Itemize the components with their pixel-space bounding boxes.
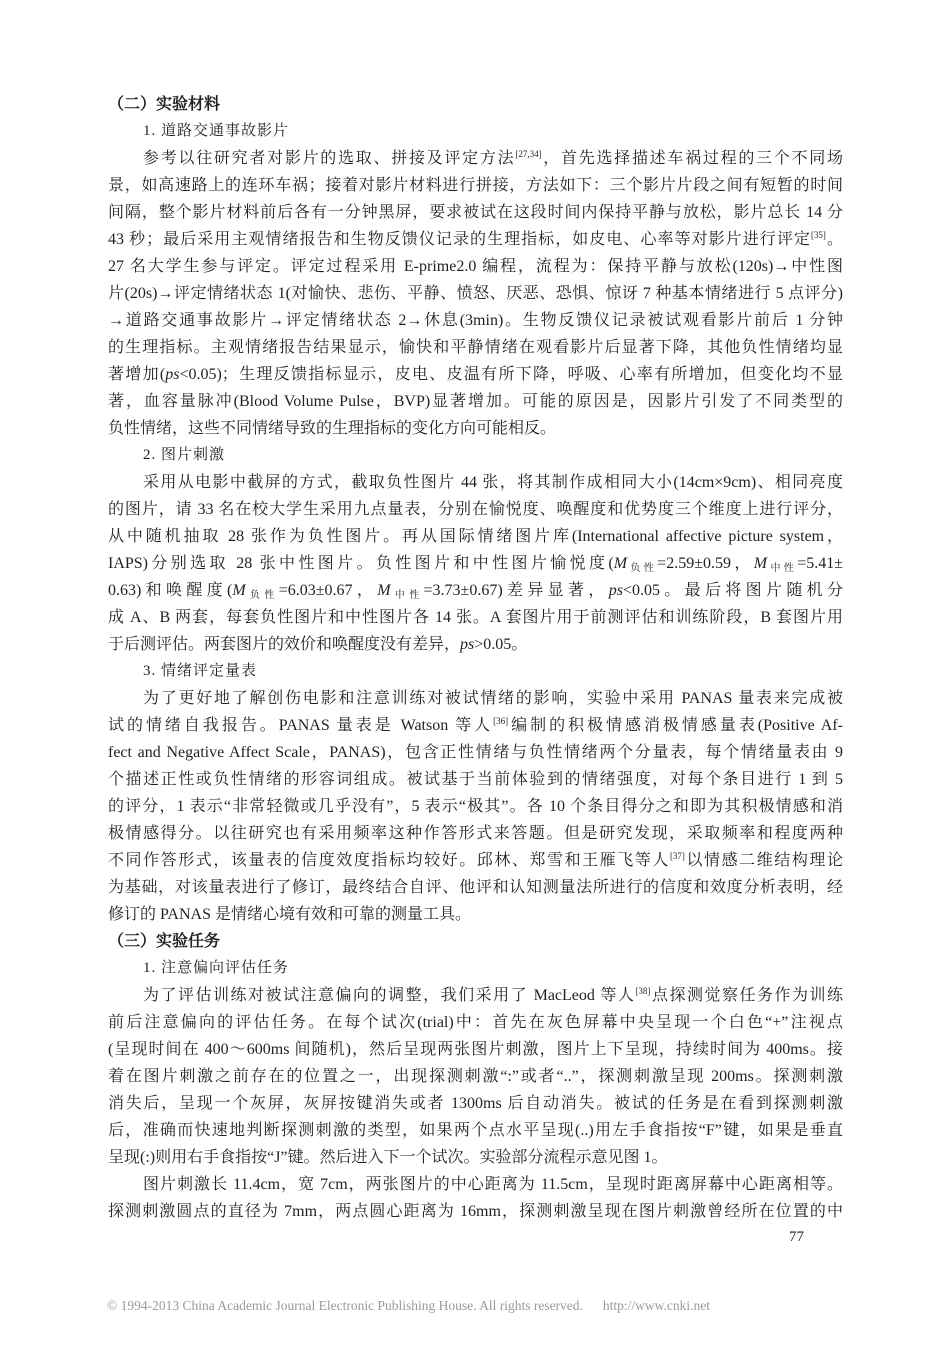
subsection-title: 2. 图片刺激 [143,447,226,463]
paragraph-line [108,1198,843,1225]
text-run: 的图片，请 33 名在校大学生采用九点量表，分别在愉悦度、唤醒度和优势度三个维度上进行评分， [108,501,843,518]
text-run: =6.03±0.67， [278,582,378,599]
paragraph-line [108,739,843,766]
text-run: <0.05)；生理反馈指标显示，皮电、皮温有所下降，呼吸、心率有所增加，但变化均不显 [179,366,843,383]
paragraph [108,145,843,442]
subscript-text: 中性 [390,590,424,601]
text-run: 0.63)和唤醒度( [108,582,233,599]
paragraph-line [108,1063,843,1090]
paragraph-line [108,631,843,658]
paragraph-line [108,199,843,226]
text-run: <0.05。最后将图片随机分 [622,582,843,599]
text-run: >0.05。 [474,636,528,653]
paragraph-line [108,1117,843,1144]
paragraph-line [108,307,843,334]
subsection-title: 1. 道路交通事故影片 [143,123,290,139]
text-run: 27 名大学生参与评定。评定过程采用 E-prime2.0 编程，流程为：保持平静与放松(120s)→中性图 [108,258,843,275]
paragraph-line [108,280,843,307]
paragraph-line [108,1171,843,1198]
text-run: 以情感二维结构理论 [684,852,843,869]
text-run: 编制的积极情感消极情感量表(Positive Af- [508,717,843,734]
italic-symbol: ps [608,582,623,599]
paragraph-line [108,982,843,1009]
citation-superscript: [38] [635,986,651,996]
text-run: 于后测评估。两套图片的效价和唤醒度没有差异， [108,636,461,653]
text-run: =3.73±0.67)差异显著， [423,582,609,599]
text-run: 不同作答形式，该量表的信度效度指标均较好。邱林、郑雪和王雁飞等人 [108,852,670,869]
paragraph [108,982,843,1171]
paragraph-line [108,847,843,874]
text-run: 成 A、B 两套，每套负性图片和中性图片各 14 张。A 套图片用于前测评估和训练阶段，B 套图片用 [108,609,843,626]
paragraph-line [108,145,843,172]
text-run: 片(20s)→评定情绪状态 1(对愉快、悲伤、平静、愤怒、厌恶、恐惧、惊讶 7 种基本情绪进行 5 点评分) [108,285,843,302]
paragraph-line [108,577,843,604]
text-run: 呈现(:)则用右手食指按“J”键。然后进入下一个试次。实验部分流程示意见图 1。 [108,1149,668,1166]
section-heading: （二）实验材料 [108,96,221,113]
text-run: 消失后，呈现一个灰屏，灰屏按键消失或者 1300ms 后自动消失。被试的任务是在看到探测刺激 [108,1095,843,1112]
paragraph-line [108,712,843,739]
citation-superscript: [36] [493,716,509,726]
text-run: 景，如高速路上的连环车祸；接着对影片材料进行拼接，方法如下：三个影片片段之间有短暂的时间 [108,177,843,194]
text-run: =5.41± [797,555,843,572]
paragraph-line [108,820,843,847]
paragraph-line [108,604,843,631]
footer-url: http://www.cnki.net [602,1298,711,1313]
subsection-title: 1. 注意偏向评估任务 [143,960,290,976]
paragraph-line [108,469,843,496]
text-run: 极情感得分。以往研究也有采用频率这种作答形式来答题。但是研究发现，采取频率和程度两种 [108,825,843,842]
text-run: (呈现时间在 400～600ms 间随机)，然后呈现两张图片刺激，图片上下呈现，持续时间为 400ms。接 [108,1041,843,1058]
paragraph-line [108,874,843,901]
text-run: 前后注意偏向的评估任务。在每个试次(trial)中：首先在灰色屏幕中央呈现一个白色“+”注视点 [108,1014,843,1031]
text-run: =2.59±0.59， [657,555,754,572]
text-run: 参考以往研究者对影片的选取、拼接及评定方法 [143,150,516,167]
paragraph-line [108,685,843,712]
footer-copyright: © 1994-2013 China Academic Journal Electronic Publishing House. All rights reserved. [107,1298,583,1313]
text-run: 间隔，整个影片材料前后各有一分钟黑屏，要求被试在这段时间内保持平静与放松，影片总长 14 分 [108,204,843,221]
paragraph-line [108,1144,843,1171]
text-run: 为基础，对该量表进行了修订，最终结合自评、他评和认知测量法所进行的信度和效度分析表明，经 [108,879,843,896]
section-heading: （三）实验任务 [108,933,221,950]
paragraph [108,469,843,658]
citation-superscript: [37] [669,851,685,861]
paragraph-line [108,172,843,199]
paragraph-line [108,388,843,415]
text-run: 的评分，1 表示“非常轻微或几乎没有”，5 表示“极其”。各 10 个条目得分之和即为其积极情感和消 [108,798,843,815]
paragraph-line [108,253,843,280]
text-run: 点探测觉察任务作为训练 [650,987,843,1004]
citation-superscript: [35] [810,230,826,240]
body-text [108,91,843,1225]
citation-superscript: [27,34] [515,149,542,159]
text-run: ，首先选择描述车祸过程的三个不同场 [541,150,843,167]
text-run: 修订的 PANAS 是情绪心境有效和可靠的测量工具。 [108,906,471,923]
paragraph [108,1171,843,1225]
italic-symbol: ps [460,636,475,653]
subsection-title: 3. 情绪评定量表 [143,663,258,679]
text-run: 采用从电影中截屏的方式，截取负性图片 44 张，将其制作成相同大小(14cm×9cm)、相同亮度 [143,474,843,491]
text-run: IAPS)分别选取 28 张中性图片。负性图片和中性图片愉悦度( [108,555,614,572]
italic-symbol: ps [165,366,180,383]
text-run: 43 秒；最后采用主观情绪报告和生物反馈仪记录的生理指标，如皮电、心率等对影片进行评定 [108,231,811,248]
paragraph-line [108,361,843,388]
paragraph-line [108,226,843,253]
footer [107,1297,710,1315]
text-run: 著增加( [108,366,166,383]
text-run: 图片刺激长 11.4cm，宽 7cm，两张图片的中心距离为 11.5cm，呈现时距离屏幕中心距离相等。 [143,1176,843,1193]
text-run: 试的情绪自我报告。PANAS 量表是 Watson 等人 [108,717,494,734]
paragraph-line [108,793,843,820]
paragraph-line [108,766,843,793]
text-run: 著，血容量脉冲(Blood Volume Pulse，BVP)显著增加。可能的原因是，因影片引发了不同类型的 [108,393,843,410]
text-run: fect and Negative Affect Scale，PANAS)，包含正性情绪与负性情绪两个分量表，每个情绪量表由 9 [108,744,843,761]
paragraph-line [108,523,843,550]
text-run: 探测刺激圆点的直径为 7mm，两点圆心距离为 16mm，探测刺激呈现在图片刺激曾经所在位置的中 [108,1203,843,1220]
paragraph-line [108,1090,843,1117]
italic-symbol: M [377,582,391,599]
text-run: 负性情绪，这些不同情绪导致的生理指标的变化方向可能相反。 [108,420,557,437]
paragraph-line [108,1009,843,1036]
italic-symbol: M [232,582,246,599]
text-run: 的生理指标。主观情绪报告结果显示，愉快和平静情绪在观看影片后显著下降，其他负性情绪均显 [108,339,843,356]
subscript-text: 中性 [767,563,798,574]
paragraph-line [108,496,843,523]
paragraph-line [108,550,843,577]
subscript-text: 负性 [245,590,279,601]
paragraph-line [108,1036,843,1063]
subscript-text: 负性 [627,563,658,574]
italic-symbol: M [753,555,768,572]
text-run: 为了评估训练对被试注意偏向的调整，我们采用了 MacLeod 等人 [143,987,636,1004]
text-run: 从中随机抽取 28 张作为负性图片。再从国际情绪图片库(International affective picture system， [108,528,843,545]
text-run: 个描述正性或负性情绪的形容词组成。被试基于当前体验到的情绪强度，对每个条目进行 1 到 5 [108,771,843,788]
paragraph-line [108,415,843,442]
text-run: 为了更好地了解创伤电影和注意训练对被试情绪的影响，实验中采用 PANAS 量表来完成被 [143,690,843,707]
paragraph-line [108,334,843,361]
paragraph [108,685,843,928]
paragraph-line [108,901,843,928]
text-run: →道路交通事故影片→评定情绪状态 2→休息(3min)。生物反馈仪记录被试观看影片前后 1 分钟 [108,312,843,329]
italic-symbol: M [613,555,628,572]
text-run: 。 [825,231,843,248]
page-number: 77 [789,1229,804,1245]
text-run: 后，准确而快速地判断探测刺激的类型，如果两个点水平呈现(..)用左手食指按“F”键，如果是垂直 [108,1122,843,1139]
text-run: 着在图片刺激之前存在的位置之一，出现探测刺激“:”或者“..”，探测刺激呈现 200ms。探测刺激 [108,1068,843,1085]
